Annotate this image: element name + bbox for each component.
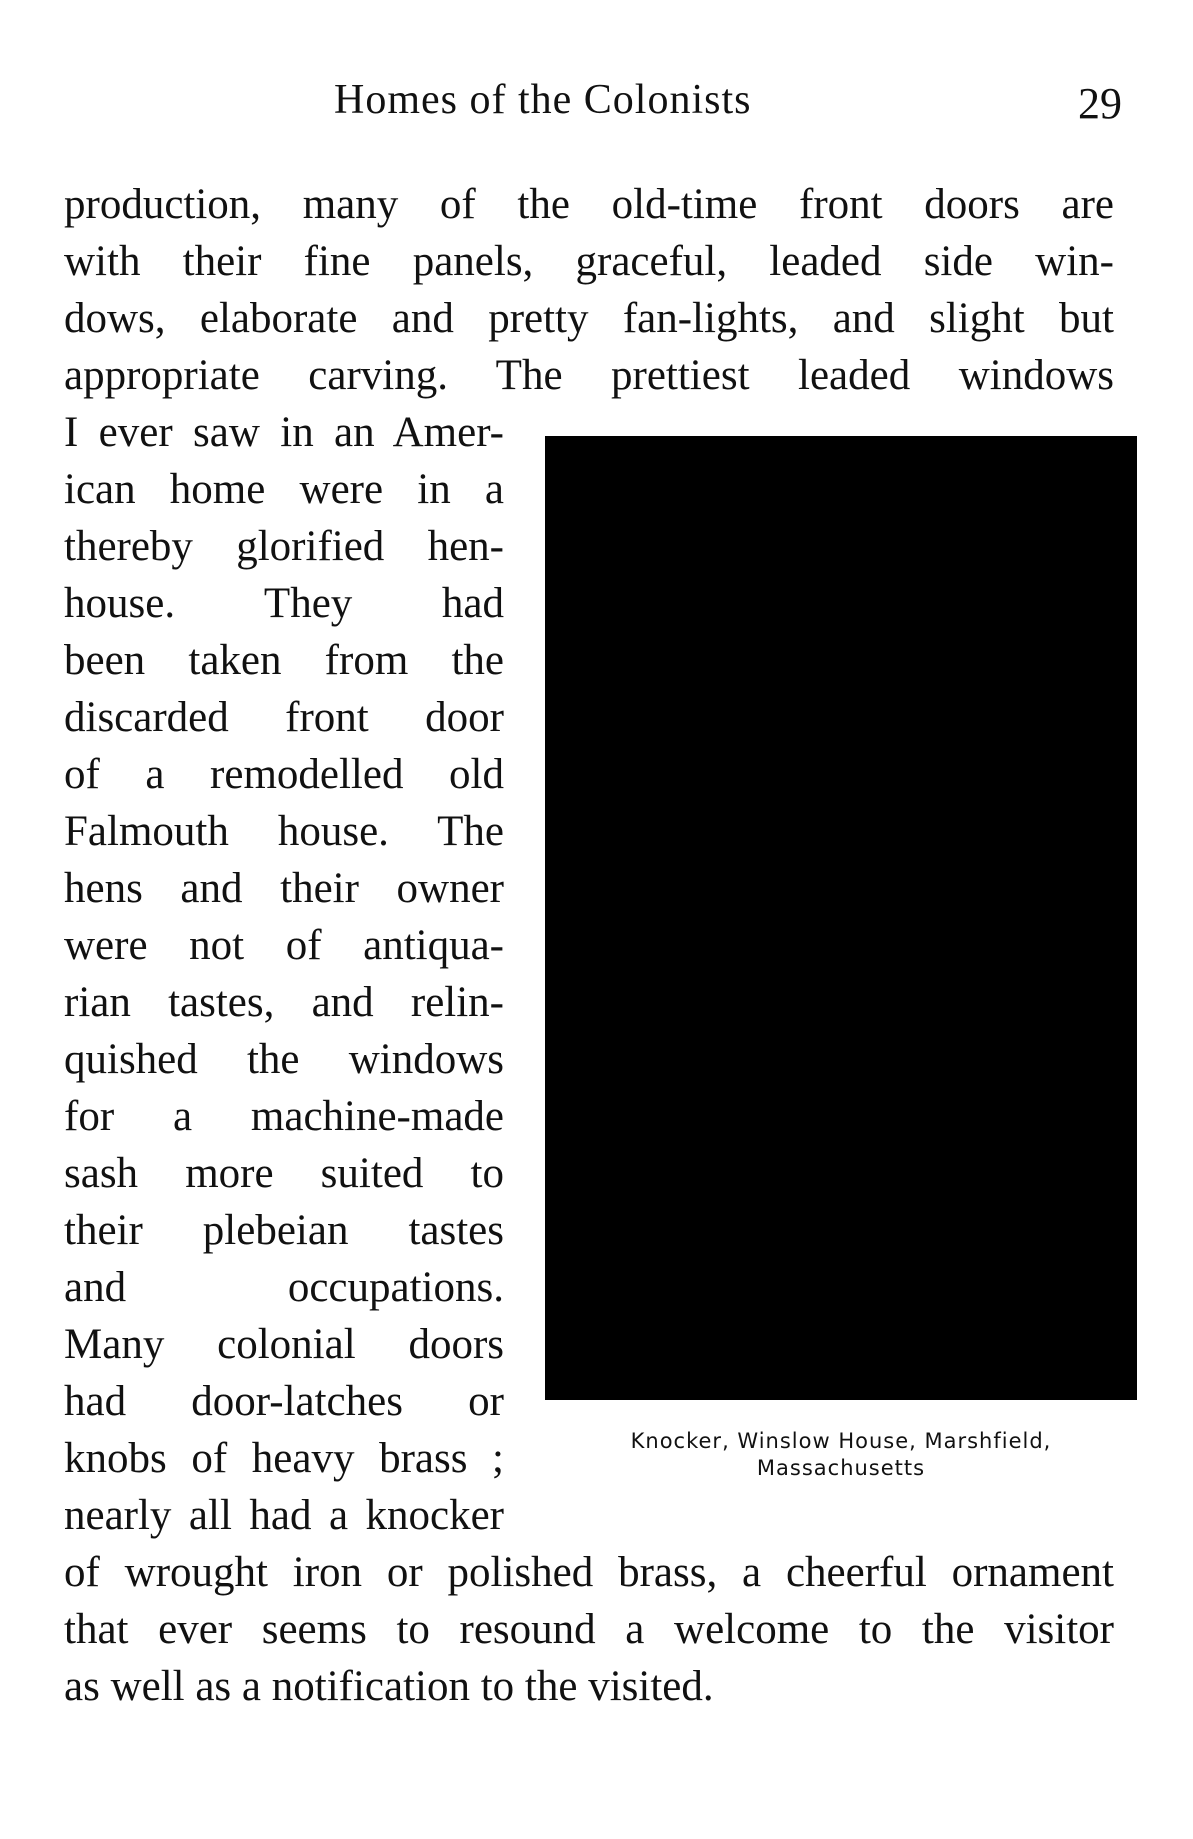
- text-line: were not of antiqua-: [64, 922, 504, 969]
- text-line: and occupations.: [64, 1264, 504, 1311]
- caption-line: Knocker, Winslow House, Marshfield,: [630, 1429, 1052, 1453]
- text-line: for a machine-made: [64, 1093, 504, 1140]
- text-line: house. They had: [64, 580, 504, 627]
- knocker-figure-image: [545, 436, 1137, 1400]
- page-header: [0, 76, 1193, 136]
- text-line: knobs of heavy brass ;: [64, 1435, 504, 1482]
- text-line: thereby glorified hen-: [64, 523, 504, 570]
- text-line: discarded front door: [64, 694, 504, 741]
- text-line: ican home were in a: [64, 466, 504, 513]
- text-line: that ever seems to resound a welcome to the visitor: [64, 1606, 1114, 1653]
- text-line: quished the windows: [64, 1036, 504, 1083]
- text-line: nearly all had a knocker: [64, 1492, 504, 1539]
- text-line: their plebeian tastes: [64, 1207, 504, 1254]
- text-line: sash more suited to: [64, 1150, 504, 1197]
- caption-line: Massachusetts: [756, 1456, 926, 1480]
- text-line: rian tastes, and relin-: [64, 979, 504, 1026]
- text-line: as well as a notification to the visited.: [64, 1663, 714, 1710]
- page-number: 29: [1078, 79, 1122, 128]
- text-line: dows, elaborate and pretty fan-lights, and slight but: [64, 295, 1114, 342]
- text-line: been taken from the: [64, 637, 504, 684]
- text-line: of wrought iron or polished brass, a cheerful ornament: [64, 1549, 1114, 1596]
- text-line: Falmouth house. The: [64, 808, 504, 855]
- text-line: production, many of the old-time front doors are: [64, 181, 1114, 228]
- text-line: hens and their owner: [64, 865, 504, 912]
- text-line: with their fine panels, graceful, leaded side win-: [64, 238, 1114, 285]
- text-line: had door-latches or: [64, 1378, 504, 1425]
- text-line: I ever saw in an Amer-: [64, 409, 504, 456]
- running-title: Homes of the Colonists: [334, 77, 752, 123]
- text-line: Many colonial doors: [64, 1321, 504, 1368]
- figure-caption: [545, 1428, 1137, 1482]
- text-line: appropriate carving. The prettiest leaded windows: [64, 352, 1114, 399]
- text-line: of a remodelled old: [64, 751, 504, 798]
